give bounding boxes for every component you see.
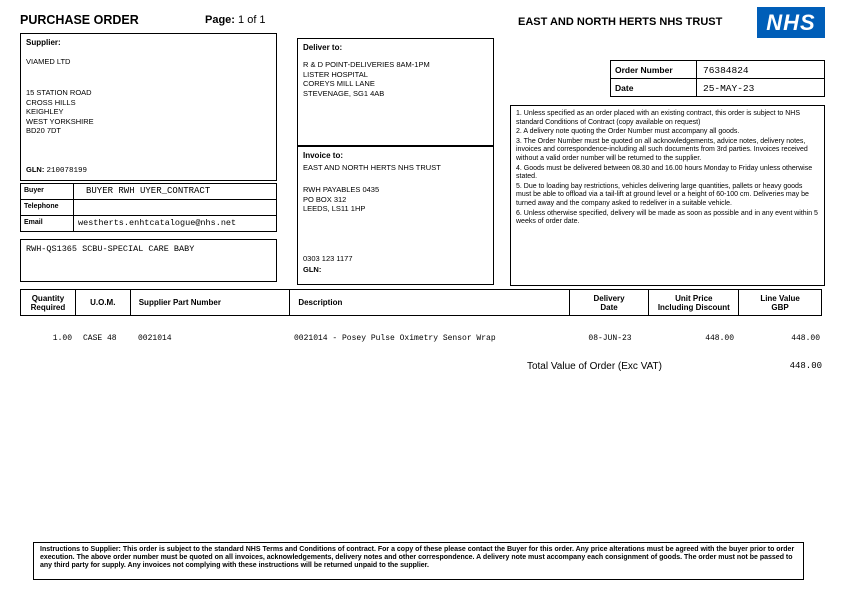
instructions-to-supplier-box <box>33 542 804 580</box>
column-header-description <box>290 290 569 315</box>
term-item: 3. The Order Number must be quoted on all acknowledgements, advice notes, delivery notes, invoices and correspondence-including all such documents from 3rd parties. Invoices received without a valid order number will be returned to the supplier. <box>516 137 808 162</box>
order-date-row <box>610 78 825 97</box>
buyer-row <box>20 183 277 200</box>
column-header-uom <box>76 290 131 315</box>
invoice-gln-label: GLN: <box>303 265 322 274</box>
page-value: 1 of 1 <box>238 14 266 26</box>
telephone-label: Telephone <box>21 200 74 215</box>
column-header-text: Quantity <box>31 293 65 303</box>
supplier-box <box>20 33 277 181</box>
supplier-address-line: 15 STATION ROAD <box>26 88 92 97</box>
column-header-quantity <box>21 290 76 315</box>
term-item: 1. Unless specified as an order placed with an existing contract, this order is subject to NHS standard Conditions of Contract (copy available on request) <box>516 110 801 126</box>
order-number-row <box>610 60 825 79</box>
page-indicator <box>205 14 266 26</box>
column-header-text: Delivery <box>593 293 625 303</box>
table-row <box>20 334 822 343</box>
item-uom: CASE 48 <box>83 334 117 343</box>
column-header-text: Description <box>298 298 343 307</box>
order-number-label: Order Number <box>611 61 697 78</box>
order-info-table <box>610 60 825 97</box>
supplier-address-line: WEST YORKSHIRE <box>26 116 94 126</box>
column-header-text: Required <box>30 302 66 312</box>
email-label: Email <box>21 216 74 231</box>
email-row <box>20 215 277 232</box>
buyer-contact-table <box>20 183 277 232</box>
invoice-to-line: PO BOX 312 <box>303 194 347 204</box>
supplier-address-line: KEIGHLEY <box>26 107 64 116</box>
page-label: Page: <box>205 14 235 26</box>
invoice-to-box <box>297 146 494 285</box>
column-header-delivery-date <box>570 290 650 315</box>
term-item: 5. Due to loading bay restrictions, vehicles delivering large quantities, pallets or heavy goods must be able to offload via a tail-lift at ground level or a height of 60-100 cm. Deliveries may be turned away and the company asked to redeliver in a suitable vehicle. <box>516 182 809 207</box>
column-header-part-number <box>131 290 291 315</box>
supplier-address-line: CROSS HILLS <box>26 97 76 107</box>
supplier-gln-value: 210078199 <box>46 167 87 175</box>
supplier-name: VIAMED LTD <box>26 57 71 66</box>
item-quantity: 1.00 <box>52 334 72 343</box>
contract-reference: RWH-QS1365 SCBU-SPECIAL CARE BABY <box>26 244 195 254</box>
items-table-header <box>20 289 822 316</box>
term-item: 4. Goods must be delivered between 08.30 and 16.00 hours Monday to Friday unless otherwise stated. <box>516 164 813 181</box>
item-delivery-date: 08-JUN-23 <box>588 334 632 343</box>
invoice-to-label: Invoice to: <box>303 151 344 160</box>
deliver-to-address <box>303 60 488 98</box>
item-line-value: 448.00 <box>791 334 820 343</box>
item-unit-price: 448.00 <box>705 334 734 343</box>
term-item: 2. A delivery note quoting the Order Number must accompany all goods. <box>516 128 740 136</box>
nhs-logo-icon: NHS <box>757 7 825 38</box>
supplier-address <box>26 88 271 136</box>
buyer-value: BUYER RWH UYER_CONTRACT <box>86 186 211 196</box>
trust-name: EAST AND NORTH HERTS NHS TRUST <box>518 16 723 28</box>
telephone-value <box>74 200 276 215</box>
column-header-text: GBP <box>771 302 789 312</box>
terms-and-conditions-box <box>510 105 825 286</box>
order-total-label: Total Value of Order (Exc VAT) <box>526 361 662 372</box>
deliver-to-box <box>297 38 494 146</box>
invoice-to-line: LEEDS, LS11 1HP <box>303 204 366 213</box>
document-title: PURCHASE ORDER <box>20 13 139 27</box>
column-header-line-value <box>739 290 821 315</box>
supplier-label: Supplier: <box>26 38 61 47</box>
deliver-to-line: LISTER HOSPITAL <box>303 69 368 79</box>
invoice-to-address <box>303 185 488 214</box>
invoice-phone: 0303 123 1177 <box>303 254 353 263</box>
supplier-gln-label: GLN: <box>26 165 45 174</box>
item-part-number: 0021014 <box>138 334 172 343</box>
column-header-unit-price <box>649 290 739 315</box>
column-header-text: Including Discount <box>657 302 730 312</box>
order-date-value: 25-MAY-23 <box>703 83 755 94</box>
invoice-to-name: EAST AND NORTH HERTS NHS TRUST <box>303 163 441 172</box>
order-number-value: 76384824 <box>703 65 749 76</box>
email-value: westherts.enhtcatalogue@nhs.net <box>78 218 237 228</box>
deliver-to-line: STEVENAGE, SG1 4AB <box>303 88 385 98</box>
contract-reference-box <box>20 239 277 282</box>
column-header-text: Date <box>600 302 618 312</box>
deliver-to-label: Deliver to: <box>303 43 343 52</box>
instructions-text: Instructions to Supplier: This order is subject to the standard NHS Terms and Conditions of contract. For a copy of these please contact the Buyer for this order. Any price alterations must be agreed with the buyer prior to order execution. The above order number must be quoted on all invoices, acknowledgements, delivery notes and other correspondence. A delivery note must accompany each consignment of goods. The order must not be passed to any third party for supply. Any invoices not complying with these instructions will be returned unpaid to the supplier. <box>40 546 795 570</box>
column-header-text: Supplier Part Number <box>138 298 221 307</box>
column-header-text: Unit Price <box>675 293 713 303</box>
supplier-address-line: BD20 7DT <box>26 126 62 135</box>
column-header-text: Line Value <box>760 293 800 303</box>
buyer-label: Buyer <box>21 184 74 199</box>
column-header-text: U.O.M. <box>90 298 116 307</box>
supplier-gln <box>26 165 87 175</box>
order-date-label: Date <box>611 79 697 96</box>
item-description: 0021014 - Posey Pulse Oximetry Sensor Wrap <box>294 334 496 343</box>
deliver-to-line: COREYS MILL LANE <box>303 79 375 88</box>
deliver-to-line: R & D POINT-DELIVERIES 8AM-1PM <box>303 60 430 69</box>
invoice-to-line: RWH PAYABLES 0435 <box>303 185 380 194</box>
term-item: 6. Unless otherwise specified, delivery will be made as soon as possible and in any event within 5 weeks of order date. <box>516 209 818 226</box>
order-total-value: 448.00 <box>789 361 822 371</box>
telephone-row <box>20 199 277 216</box>
